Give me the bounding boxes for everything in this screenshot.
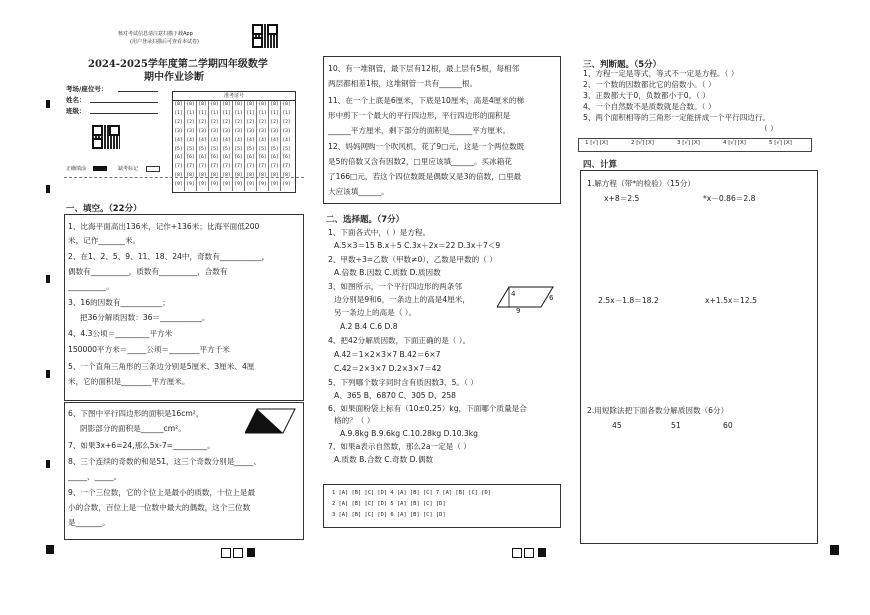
digit-cell[interactable]: [3] — [234, 128, 243, 134]
judge-mark-1[interactable]: 1 [√] [X] — [585, 140, 608, 146]
digit-cell[interactable]: [1] — [234, 110, 243, 116]
digit-cell[interactable]: [8] — [222, 173, 231, 179]
q2-line-1: 2、在1、2、5、9、11、18、24中，奇数有___________， — [68, 252, 270, 261]
fig-label-base: 9 — [516, 307, 521, 315]
digit-cell[interactable]: [5] — [234, 146, 243, 152]
digit-cell[interactable]: [0] — [198, 102, 207, 107]
s2-q6-line-1: 6、如果面粉袋上标有（10±0.25）kg，下面哪个质量是合 — [328, 404, 527, 413]
seat-field[interactable] — [118, 91, 158, 92]
parallelogram-figure — [245, 407, 297, 435]
legend-fill-label: 正确填涂 — [66, 166, 87, 172]
s3-q5b: （ ） — [760, 124, 778, 133]
factor-number-1: 45 — [612, 421, 622, 430]
digit-cell[interactable]: [2] — [234, 119, 243, 125]
q9-line-1: 9、一个三位数，它的个位上是最小的质数，十位上是最 — [68, 488, 256, 497]
digit-cell[interactable]: [3] — [222, 128, 231, 134]
digit-cell[interactable]: [4] — [174, 137, 183, 143]
s2-q3-line-3: 另一条边上的高是（ ）。 — [334, 308, 417, 317]
q4-line-1: 4、4.3公顷＝_________平方米 — [68, 329, 173, 338]
digit-cell[interactable]: [8] — [174, 173, 183, 179]
digit-cell[interactable]: [5] — [246, 146, 255, 152]
digit-cell[interactable]: [3] — [174, 128, 183, 134]
digit-cell[interactable]: [7] — [258, 164, 267, 170]
digit-cell[interactable]: [1] — [210, 110, 219, 116]
digit-cell[interactable]: [0] — [186, 102, 195, 107]
digit-cell[interactable]: [8] — [186, 173, 195, 179]
digit-cell[interactable]: [2] — [186, 119, 195, 125]
s3-q5: 5、两个面积相等的三角形一定能拼成一个平行四边行。 — [583, 113, 771, 122]
digit-cell[interactable]: [5] — [174, 146, 183, 152]
digit-cell[interactable]: [8] — [270, 173, 279, 179]
digit-cell[interactable]: [7] — [186, 164, 195, 170]
corner-marker — [46, 185, 50, 193]
q10-line-1: 10、有一堆钢管，最下层有12根，最上层有5根，每相邻 — [328, 64, 520, 73]
exam-title: 2024-2025学年度第二学期四年级数学 — [88, 59, 268, 70]
q3-line-2: 把36分解质因数：36＝___________。 — [80, 313, 210, 322]
seat-label: 考场/座位号： — [66, 85, 108, 93]
s2-q5-options: A、365 B、6870 C、305 D、258 — [334, 391, 456, 400]
q1-line-1: 1、比海平面高出136米，记作+136米；比海平面低200 — [68, 222, 260, 231]
q5-line-2: 米，它的面积是________平方厘米。 — [68, 377, 190, 386]
digit-cell[interactable]: [7] — [210, 164, 219, 170]
class-label: 班级： — [66, 107, 86, 115]
q12-line-3: 了166□元，若这个四位数既是偶数又是3的倍数，□里最 — [328, 172, 522, 181]
s3-q3: 3、正数都大于0，负数都小于0。（ ） — [583, 91, 711, 100]
digit-cell[interactable]: [7] — [246, 164, 255, 170]
s3-q2: 2、一个数的因数都比它的倍数小。（ ） — [583, 80, 716, 89]
digit-cell[interactable]: [8] — [246, 173, 255, 179]
factor-number-2: 51 — [671, 421, 681, 430]
digit-cell[interactable]: [0] — [282, 102, 291, 107]
digit-cell[interactable]: [0] — [210, 102, 219, 107]
header-note-2: (用户登录扫描后可查看本试卷) — [130, 39, 199, 45]
digit-cell[interactable]: [0] — [222, 102, 231, 107]
digit-cell[interactable]: [9] — [174, 182, 183, 188]
corner-marker — [46, 275, 50, 283]
digit-cell[interactable]: [2] — [210, 119, 219, 125]
digit-cell[interactable]: [6] — [210, 155, 219, 161]
judge-mark-5[interactable]: 5 [√] [X] — [769, 140, 792, 146]
digit-cell[interactable]: [2] — [222, 119, 231, 125]
q2-line-3: __________。 — [68, 282, 114, 291]
digit-cell[interactable]: [8] — [210, 173, 219, 179]
s2-q3-options: A.2 B.4 C.6 D.8 — [340, 322, 398, 331]
digit-cell[interactable]: [7] — [282, 164, 291, 170]
digit-cell[interactable]: [3] — [246, 128, 255, 134]
digit-cell[interactable]: [5] — [210, 146, 219, 152]
equation-4: x+1.5x＝12.5 — [705, 296, 757, 305]
s2-q7: 7、如果a表示自然数，那么2a一定是（ ） — [328, 442, 471, 451]
digit-cell[interactable]: [6] — [222, 155, 231, 161]
digit-cell[interactable]: [4] — [198, 137, 207, 143]
digit-cell[interactable]: [7] — [270, 164, 279, 170]
digit-cell[interactable]: [3] — [210, 128, 219, 134]
q9-line-3: 是_______。 — [68, 518, 110, 527]
name-label: 姓名： — [66, 96, 86, 104]
judge-answer-row[interactable] — [578, 138, 812, 152]
header-qr-code — [252, 24, 278, 48]
q3-line-1: 3、16的因数有___________； — [68, 298, 170, 307]
digit-cell[interactable]: [1] — [174, 110, 183, 116]
digit-cell[interactable]: [0] — [174, 102, 183, 107]
digit-cell[interactable]: [8] — [282, 173, 291, 179]
digit-cell[interactable]: [5] — [198, 146, 207, 152]
digit-cell[interactable]: [2] — [246, 119, 255, 125]
corner-marker — [46, 100, 50, 108]
digit-cell[interactable]: [2] — [258, 119, 267, 125]
digit-cell[interactable]: [4] — [234, 137, 243, 143]
answer-row-2[interactable]: 2 [A] [B] [C] [D] 5 [A] [B] [C] [D] — [332, 501, 446, 507]
exam-number-title: 准考证号 — [173, 92, 295, 101]
s2-q3-line-1: 3、如图所示，一个平行四边形的两条邻 — [328, 282, 462, 291]
digit-cell[interactable]: [5] — [258, 146, 267, 152]
digit-cell[interactable]: [0] — [258, 102, 267, 107]
header-note-1: 核对考试信息请注意扫描下载App — [118, 31, 193, 37]
digit-cell[interactable]: [8] — [198, 173, 207, 179]
digit-cell[interactable]: [9] — [198, 182, 207, 188]
digit-cell[interactable]: [6] — [174, 155, 183, 161]
digit-cell[interactable]: [0] — [234, 102, 243, 107]
digit-cell[interactable]: [0] — [270, 102, 279, 107]
class-field[interactable] — [90, 113, 158, 114]
digit-cell[interactable]: [9] — [246, 182, 255, 188]
digit-cell[interactable]: [1] — [258, 110, 267, 116]
answer-row-1[interactable]: 1 [A] [B] [C] [D] 4 [A] [B] [C] 7 [A] [B] [C] [D] — [332, 490, 492, 496]
digit-cell[interactable]: [3] — [270, 128, 279, 134]
digit-cell[interactable]: [6] — [282, 155, 291, 161]
q2-line-2: 偶数有__________，质数有__________，合数有 — [68, 267, 228, 276]
digit-cell[interactable]: [9] — [222, 182, 231, 188]
absent-mark-box[interactable] — [146, 166, 160, 172]
answer-row-3[interactable]: 3 [A] [B] [C] [D] 6 [A] [B] [C] [D] — [332, 512, 446, 518]
q8-line-1: 8、三个连续的奇数的和是51，这三个奇数分别是_____、 — [68, 457, 261, 466]
calc-part-1: 1.解方程（带*的检验）（15分） — [587, 179, 696, 188]
digit-cell[interactable]: [4] — [282, 137, 291, 143]
s2-q4-options-2: C.42＝2×3×7 D.2×3×7＝42 — [334, 364, 442, 373]
judge-mark-3[interactable]: 3 [√] [X] — [677, 140, 700, 146]
q11-line-1: 11、在一个上底是6厘米，下底是10厘米，高是4厘米的梯 — [328, 96, 525, 105]
page-marker — [221, 548, 231, 558]
digit-cell[interactable]: [4] — [210, 137, 219, 143]
exam-subtitle: 期中作业诊断 — [144, 72, 204, 83]
digit-cell[interactable]: [9] — [186, 182, 195, 188]
legend-fill-swatch — [93, 166, 107, 171]
digit-cell[interactable]: [6] — [270, 155, 279, 161]
digit-cell[interactable]: [4] — [186, 137, 195, 143]
s2-q3-line-2: 边分别是9和6，一条边上的高是4厘米， — [334, 295, 470, 304]
digit-cell[interactable]: [8] — [258, 173, 267, 179]
s2-q5: 5、下列哪个数字同时含有质因数3、5。（ ） — [328, 378, 478, 387]
calc-part-2: 2.用短除法把下面各数分解质因数（6分） — [587, 406, 729, 415]
s2-q1: 1、下面各式中，（ ）是方程。 — [328, 228, 431, 237]
equation-1: x+8＝2.5 — [604, 194, 640, 203]
equation-3: 2.5x－1.8＝18.2 — [598, 296, 659, 305]
page-marker — [233, 548, 243, 558]
corner-marker — [830, 545, 839, 555]
digit-cell[interactable]: [5] — [186, 146, 195, 152]
digit-cell[interactable]: [1] — [270, 110, 279, 116]
digit-cell[interactable]: [4] — [222, 137, 231, 143]
digit-cell[interactable]: [6] — [234, 155, 243, 161]
q9-line-2: 小的合数，百位上是一位数中最大的偶数，这个三位数 — [68, 503, 251, 512]
s2-q1-options: A.5×3＝15 B.x＋5 C.3x＋2x＝22 D.3x＋7＜9 — [334, 241, 501, 250]
s2-q4: 4、把42分解质因数，下面正确的是（ ）。 — [328, 336, 471, 345]
s2-q6-line-2: 格的？（ ） — [334, 416, 375, 425]
digit-cell[interactable]: [1] — [282, 110, 291, 116]
judge-mark-4[interactable]: 4 [√] [X] — [723, 140, 746, 146]
judge-mark-2[interactable]: 2 [√] [X] — [631, 140, 654, 146]
digit-cell[interactable]: [7] — [222, 164, 231, 170]
s3-q4: 4、一个自然数不是质数就是合数。（ ） — [583, 102, 716, 111]
digit-cell[interactable]: [1] — [198, 110, 207, 116]
section-4-title: 四、计算 — [583, 160, 618, 170]
s2-q2-options: A.倍数 B.因数 C.质数 D.质因数 — [334, 268, 441, 277]
digit-cell[interactable]: [9] — [210, 182, 219, 188]
q6-line-2: 阴影部分的面积是______cm²。 — [80, 424, 186, 433]
digit-cell[interactable]: [3] — [258, 128, 267, 134]
q11-line-2: 形中剪下一个最大的平行四边形，平行四边形的面积是 — [328, 111, 511, 120]
digit-cell[interactable]: [6] — [246, 155, 255, 161]
calc-box — [580, 170, 818, 544]
digit-cell[interactable]: [5] — [282, 146, 291, 152]
digit-cell[interactable]: [8] — [234, 173, 243, 179]
name-field[interactable] — [90, 102, 158, 103]
student-qr-code — [92, 125, 120, 149]
corner-marker — [46, 460, 50, 468]
s2-q6-options: A.9.8kg B.9.6kg C.10.28kg D.10.3kg — [340, 429, 478, 438]
digit-cell[interactable]: [1] — [246, 110, 255, 116]
s2-q4-options-1: A.42＝1×2×3×7 B.42＝6×7 — [334, 350, 441, 359]
digit-cell[interactable]: [6] — [258, 155, 267, 161]
digit-cell[interactable]: [3] — [198, 128, 207, 134]
digit-cell[interactable]: [7] — [198, 164, 207, 170]
q8-line-2: _____、_____。 — [68, 472, 122, 481]
corner-marker — [46, 545, 54, 554]
digit-cell[interactable]: [2] — [270, 119, 279, 125]
digit-cell[interactable]: [3] — [282, 128, 291, 134]
legend-absent-label: 缺考标记 — [118, 166, 139, 172]
digit-cell[interactable]: [1] — [222, 110, 231, 116]
q4-line-2: 150000平方米＝_____公顷＝________平方千米 — [68, 345, 230, 354]
page-marker — [247, 548, 255, 557]
q10-line-2: 两层都相差1根，这堆钢管一共有______根。 — [328, 79, 478, 88]
section-1-title: 一、填空。（22分） — [66, 204, 142, 214]
digit-cell[interactable]: [9] — [282, 182, 291, 188]
digit-cell[interactable]: [9] — [270, 182, 279, 188]
digit-cell[interactable]: [0] — [246, 102, 255, 107]
section-3-title: 三、判断题。（5分） — [583, 60, 662, 70]
digit-cell[interactable]: [4] — [258, 137, 267, 143]
q6-line-1: 6、下图中平行四边形的面积是16cm²， — [68, 409, 204, 418]
digit-cell[interactable]: [5] — [222, 146, 231, 152]
digit-cell[interactable]: [4] — [270, 137, 279, 143]
q5-line-1: 5、一个直角三角形的三条边分别是5厘米、3厘米、4厘 — [68, 362, 255, 371]
section-2-title: 二、选择题。（7分） — [326, 215, 405, 225]
digit-cell[interactable]: [1] — [186, 110, 195, 116]
equation-2: *x－0.86＝2.8 — [703, 194, 756, 203]
page-marker — [524, 548, 534, 558]
s2-parallelogram-figure — [497, 283, 557, 317]
digit-cell[interactable]: [7] — [174, 164, 183, 170]
digit-cell[interactable]: [2] — [174, 119, 183, 125]
digit-cell[interactable]: [9] — [258, 182, 267, 188]
s2-parallelogram — [497, 287, 553, 307]
q1-line-2: 米，记作_______米。 — [68, 236, 141, 245]
s2-q2: 2、甲数÷3=乙数（甲数≠0），乙数是甲数的（ ） — [328, 255, 497, 264]
fig-label-side: 6 — [549, 294, 554, 302]
q12-line-2: 是5的倍数又含有因数2，□里应该填______。买冰箱花 — [328, 157, 512, 166]
q12-line-4: 大应该填______。 — [328, 187, 389, 196]
divider — [64, 177, 304, 178]
digit-cell[interactable]: [4] — [246, 137, 255, 143]
digit-cell[interactable]: [9] — [234, 182, 243, 188]
digit-cell[interactable]: [2] — [282, 119, 291, 125]
s3-q1: 1、方程一定是等式，等式不一定是方程。（ ） — [583, 69, 739, 78]
factor-number-3: 60 — [723, 421, 733, 430]
digit-cell[interactable]: [2] — [198, 119, 207, 125]
fig-label-height: 4 — [511, 290, 516, 298]
s2-q7-options: A.质数 B.合数 C.奇数 D.偶数 — [334, 455, 434, 464]
q12-line-1: 12、妈妈网购一个吹风机，花了9□元，这是一个两位数既 — [328, 142, 525, 151]
digit-cell[interactable]: [7] — [234, 164, 243, 170]
digit-cell[interactable]: [6] — [198, 155, 207, 161]
digit-cell[interactable]: [5] — [270, 146, 279, 152]
digit-cell[interactable]: [6] — [186, 155, 195, 161]
page-marker — [512, 548, 522, 558]
digit-cell[interactable]: [3] — [186, 128, 195, 134]
corner-marker — [46, 370, 50, 378]
q7-line: 7、如果3x+6=24,那么5x-7=_________。 — [68, 441, 215, 450]
q11-line-3: ______平方厘米，剩下部分的面积是______平方厘米。 — [328, 126, 511, 135]
page-marker — [538, 548, 546, 557]
